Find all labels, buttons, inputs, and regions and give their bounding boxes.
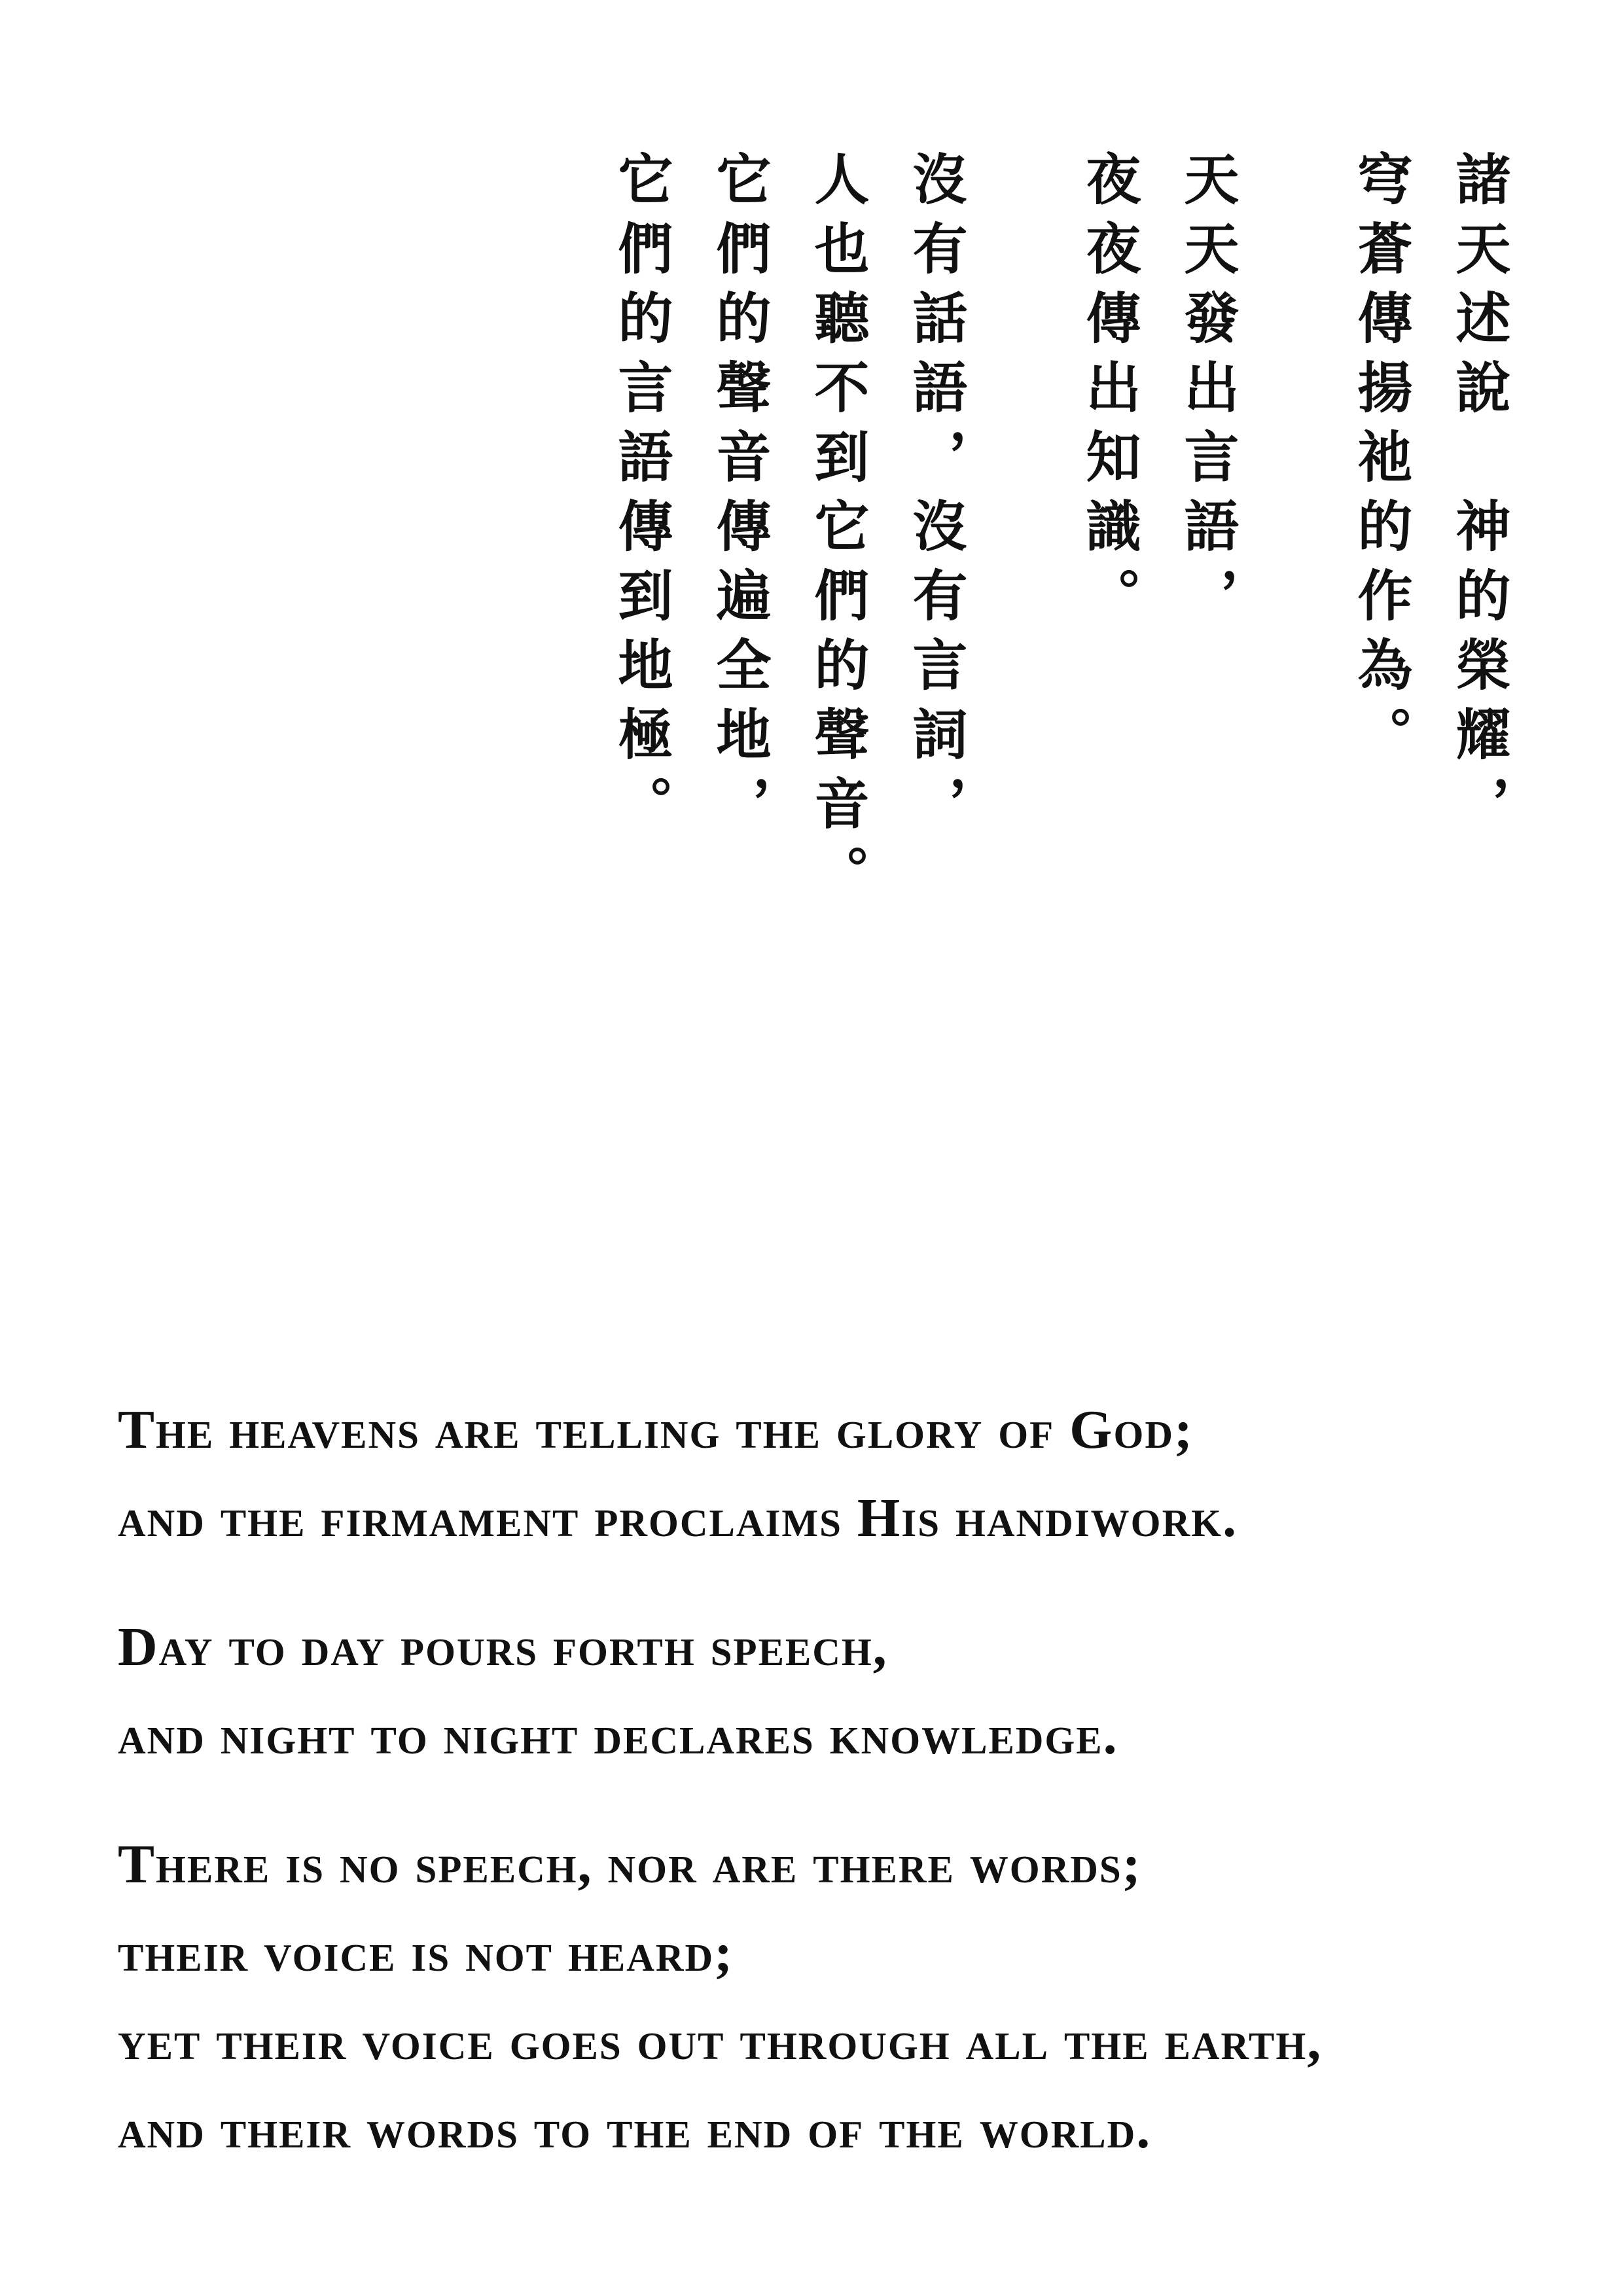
english-line: and the firmament proclaims His handiwork.	[118, 1488, 1238, 1549]
chinese-line: 天天發出言語，	[1175, 151, 1240, 636]
chinese-line: 人也聽不到它們的聲音。	[806, 151, 870, 914]
chinese-line: 沒有話語，沒有言詞，	[904, 151, 969, 844]
chinese-line: 它們的言語傳到地極。	[609, 151, 674, 844]
english-line: and their words to the end of the world.	[118, 2099, 1152, 2160]
chinese-line: 夜夜傳出知識。	[1077, 151, 1142, 636]
chinese-stanza-3	[592, 151, 985, 936]
english-line: Day to day pours forth speech,	[118, 1617, 888, 1677]
english-verse	[118, 1394, 1525, 2223]
english-line: There is no speech, nor are there words;	[118, 1834, 1142, 1895]
english-stanza-1	[118, 1394, 1525, 1571]
english-line: yet their voice goes out through all the earth,	[118, 2011, 1323, 2072]
english-line: their voice is not heard;	[118, 1922, 734, 1983]
english-stanza-2	[118, 1611, 1525, 1788]
chinese-stanza-2	[1060, 151, 1257, 936]
chinese-line: 諸天述說 神的榮耀，	[1447, 151, 1512, 844]
chinese-stanza-1	[1332, 151, 1528, 936]
english-line: and night to night declares knowledge.	[118, 1705, 1118, 1766]
chinese-line: 它們的聲音傳遍全地，	[707, 151, 772, 844]
english-line: The heavens are telling the glory of God;	[118, 1399, 1194, 1460]
chinese-verse	[592, 151, 1528, 936]
english-stanza-3	[118, 1829, 1525, 2182]
chinese-line: 穹蒼傳揚祂的作為。	[1349, 151, 1414, 775]
